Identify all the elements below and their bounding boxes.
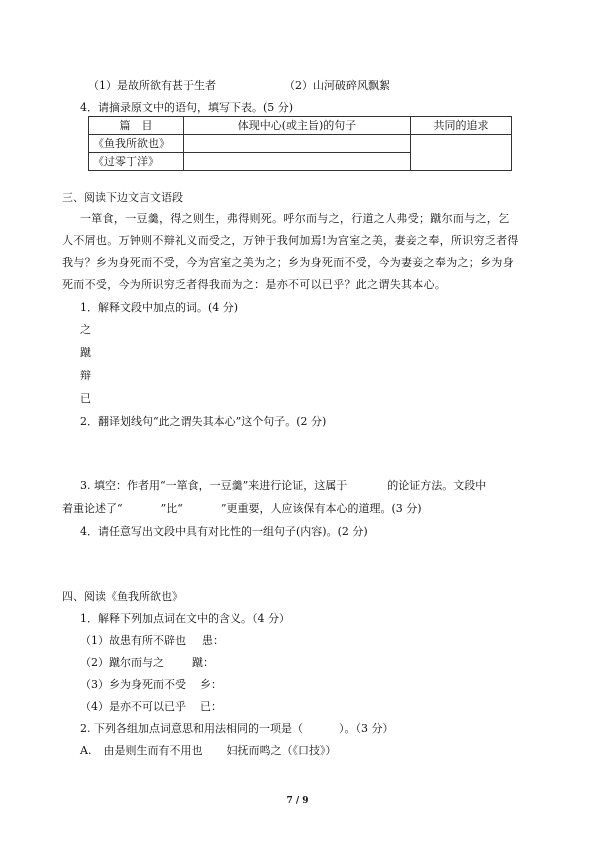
table-header-cell: 篇 目 — [89, 117, 184, 135]
section-3-heading: 三、阅读下边文言文语段 — [62, 191, 183, 204]
table-header-cell: 共同的追求 — [411, 117, 512, 135]
section-3-question-3-line-1: 3. 填空：作者用“一箪食，一豆羹”来进行论证，这属于 的论证方法。文段中 — [80, 479, 487, 492]
keyword: 蹴 — [80, 346, 91, 359]
passage-line: 一箪食，一豆羹，得之则生，弗得则死。呼尔而与之，行道之人弗受；蹴尔而与之，乞 — [80, 212, 510, 225]
section-4-item: （1）故患有所不辟也 患： — [80, 634, 224, 647]
section-4-item: （3）乡为身死而不受 乡： — [80, 678, 222, 691]
answer-item-2: （2）山河破碎风飘絮 — [284, 79, 390, 92]
table-cell-answer[interactable] — [184, 153, 411, 171]
section-3-question-3-line-2: 着重论述了“ ”比“ ”更重要，人应该保有本心的道理。(3 分) — [62, 502, 422, 515]
table-row — [89, 135, 512, 153]
table-cell-common-pursuit[interactable] — [411, 135, 512, 171]
table-header-cell: 体现中心(或主旨)的句子 — [184, 117, 411, 135]
table-cell-title: 《鱼我所欲也》 — [89, 135, 184, 153]
table-cell-title: 《过零丁洋》 — [89, 153, 184, 171]
section-3-question-2: 2．翻译划线句“此之谓失其本心”这个句子。(2 分) — [80, 415, 327, 428]
section-4-question-1: 1．解释下列加点词在文中的含义。（4 分） — [80, 612, 290, 625]
question-4-prompt: 4．请摘录原文中的语句，填写下表。(5 分) — [80, 101, 294, 114]
keyword: 辩 — [80, 369, 91, 382]
table-header-row — [89, 117, 512, 135]
section-3-question-1: 1．解释文段中加点的词。(4 分) — [80, 301, 239, 314]
answer-item-1: （1）是故所欲有甚于生者 — [88, 79, 216, 92]
section-4-item: （4）是亦不可以已乎 已： — [80, 700, 222, 713]
summary-table — [88, 116, 512, 171]
section-4-heading: 四、阅读《鱼我所欲也》 — [62, 590, 183, 603]
keyword: 之 — [80, 323, 91, 336]
section-3-question-4: 4．请任意写出文段中具有对比性的一组句子(内容)。(2 分) — [80, 525, 368, 538]
section-4-item: （2）蹴尔而与之 蹴： — [80, 656, 214, 669]
keyword: 已 — [80, 392, 91, 405]
section-4-question-2: 2. 下列各组加点词意思和用法相同的一项是（ ）。（3 分） — [80, 722, 394, 735]
table-cell-answer[interactable] — [184, 135, 411, 153]
classical-passage — [62, 208, 538, 296]
option-a: A. 由是则生而有不用也 妇抚而鸣之（《口技》） — [80, 744, 337, 757]
passage-line: 我与？乡为身死而不受，今为宫室之美为之；乡为身死而不受，今为妻妾之奉为之；乡为身 — [62, 256, 514, 269]
passage-line: 人不屑也。万钟则不辩礼义而受之，万钟于我何加焉!为宫室之美，妻妾之奉，所识穷乏者得 — [62, 234, 519, 247]
passage-line: 死而不受，今为所识穷乏者得我而为之：是亦不可以已乎？此之谓失其本心。 — [62, 278, 447, 291]
page-number: 7 / 9 — [286, 796, 309, 806]
